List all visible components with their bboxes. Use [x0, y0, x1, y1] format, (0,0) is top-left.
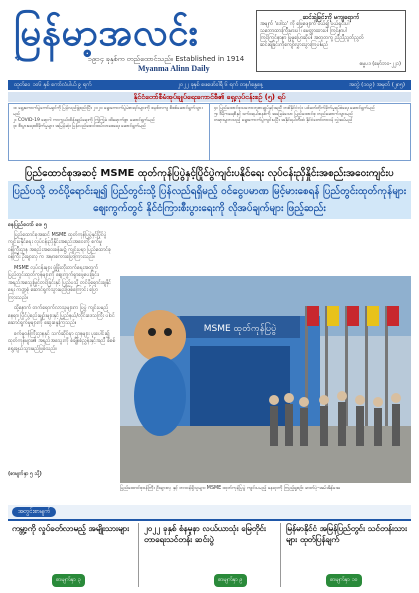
main-photo [120, 276, 411, 483]
main-headline: ပြည်ထောင်စုအဆင့် MSME ထုတ်ကုန်ပြပွဲနှင့်ပြိုင်ပွဲကျင်းပနိုင်ရေး လုပ်ငန်းညှိနှိုင်းအစည်းအဝေးကျင်းပ [25, 168, 394, 179]
article-body [8, 222, 116, 478]
policy-item: ၄။ ပြည်ထောင်စုသဘောတူစာချုပ်နှင့်အညီ တစ်နိုင်ငံလုံး ပစ်ခတ်တိုက်ခိုက်မှုရပ်စဲရေး ဆောင်ရွက်မည် [214, 106, 375, 111]
established-label: ၁၉၁၄ ခုနှစ်က တည်ထောင်သည်။ Established in 1914 [88, 55, 245, 63]
motto-line: သဘောထားကြီးမားပါ ၊ မေတ္တာထားပါ၊ ကြင်နာပါ [260, 28, 347, 34]
inside-pages-strip [8, 505, 411, 593]
teaser-page-badge: စာမျက်နှာ ၁၀ [326, 574, 362, 587]
issue-info-bar [8, 80, 411, 90]
strip-bar [8, 505, 411, 521]
masthead-title: မြန်မာ့အလင်း [14, 10, 199, 54]
teaser-item[interactable] [286, 523, 409, 587]
masthead [8, 8, 246, 78]
issue-date: ၂၀၂၂ ခုနှစ် ဖေဖော်ဝါရီ ၆ ရက် တနင်္ဂနွေနေ့ [177, 82, 263, 88]
teaser-page-badge: စာမျက်နှာ ၃ [52, 574, 85, 587]
column-divider [280, 523, 281, 587]
article-continued: (စာမျက်နှာ ၅ သို့) [8, 470, 42, 477]
issue-number: အတွဲ (၁၀၉) အမှတ် (၂၈၅) [349, 82, 405, 88]
photo-caption: ပြည်ထောင်စုဝန်ကြီး ဦးချားလှ နှင့် တာဝန်ရှိသူများ MSME ထုတ်ကုန်ပြပွဲ ကျင်းပမည့် နေရာကို ကြည့်ရှုစဉ်။ ဓာတ်ပုံ-အမ်အိန်အေ [120, 486, 340, 491]
policy-box [8, 103, 411, 161]
policy-item: တရားမျှတသည့် ရွေးကောက်ပွဲကျင်းပပြီး အနိုင်ရပါတီထံ နိုင်ငံတော်တာဝန် လွှဲအပ်မည် [214, 118, 353, 123]
photo-banner-text: MSME ထုတ်ကုန်ပြပွဲ [203, 324, 277, 334]
policy-item: ၅။ ဒီမိုကရေစီနှင့် ဖက်ဒရယ်စနစ်ကို အခြေခံသော ပြည်ထောင်စု တည်ဆောက်သွားမည် [214, 112, 353, 117]
teaser-page-badge: စာမျက်နှာ ၉ [214, 574, 247, 587]
motto-heading: ဆင်းရဲခြင်းကို မကျရောက် [302, 14, 360, 21]
masthead-english-name: Myanma Alinn Daily [138, 64, 210, 73]
column-divider [138, 523, 139, 587]
teaser-title: ကမ္ဘာ့ကို လှုပ်ခတ်လာမည့် အမျိုးသားများ [12, 524, 130, 533]
motto-source: ဓမ္မပဒ (မှော်ဘဝ-၂၂၁) [359, 61, 401, 67]
article-paragraph: MSME လုပ်ငန်းများ ဖွံ့ဖြိုးတိုးတက်ရေးအတွက် ပြည်တွင်းထုတ်ကုန်များကို ဈေးကွက်ရှာဖွေပေးခြင်း၊ အရည်အသွေးမြှင့်တင်ခြင်းနှင့် ပြည်ပသို့ တင်ပို့ရောင်းချနိုင်ရေး ကဏ္ဍစုံ ဆောင်ရွက်သွားမည်ဖြစ်ကြောင်း ပြောကြားသည်။ [8, 264, 112, 301]
motto-line: ကြင်ကြင်နာနာ ပြုမူပြောဆိုပါ၊ အတူတကွ ညီညီညွတ်ညွတ် [260, 35, 364, 41]
inside-pages-label: အတွင်းစာမျက် [12, 507, 56, 517]
motto-box [256, 10, 406, 72]
policy-item: ၃။ စီးပွားရေးထိခိုက်မှုများ အမြန်ဆုံး ပြန်လည်ဖောင်ထပ်လာစေရေး ဆောင်ရွက်မည် [13, 124, 147, 129]
teaser-title: မြန်မာနိုင်ငံ အမြန်ပြည်တွင်း သင်တန်းသားများ ထုတ်ပြန်ချက် [286, 524, 407, 544]
article-dateline: နေပြည်တော် ဖေ ၅ [8, 222, 47, 228]
policy-column [209, 104, 410, 160]
motto-line: အမျက် 'ဒေါသ' ကို ဖြေ့ဖျောက် ပယ်၍ ပယ်ရှင်းပါ [260, 21, 350, 27]
policy-box-title: နိုင်ငံတော်စီမံအုပ်ချုပ်ရေးကောင်စီ၏ ရှေ့လုပ်ငန်းစဉ် (၅) ရပ် [8, 92, 411, 102]
teaser-title: ၂၀၂၂ ခုနှစ် စံနမူနာ လယ်ယာသုံး မြေတိုင်းတာရေးသင်တန်း ဆင်းပွဲ [144, 524, 266, 544]
policy-item: ၁။ ရွေးကောက်ပွဲကော်မရှင်ကို ပြန်လည်ဖွဲ့စည်းပြီး ၂၀၂၀ ရွေးကောက်ပွဲမဲစာရင်းများကို စနစ်တကျ စိစစ်ဆောင်ရွက်သွားမည် [13, 106, 203, 117]
exhibition-photo [120, 276, 411, 483]
article-paragraph: ပြည်ထောင်စုအဆင့် MSME ထုတ်ကုန်ပြပွဲနှင့်ပြိုင်ပွဲ ကျင်းပနိုင်ရေး လုပ်ငန်းညှိနှိုင်းအစည်းအဝေးကို စက်မှုဝန်ကြီးဌာန အစည်းအဝေးခန်းမ၌ ကျင်းပရာ ပြည်ထောင်စုဝန်ကြီး ဦးချားလှ က အမှာစကားပြောကြားသည်။ [8, 231, 111, 260]
article-paragraph: စက်မှုဝန်ကြီးဌာနနှင့် သက်ဆိုင်ရာ ဌာနများ ပူးပေါင်း၍ ထုတ်ကုန်များ၏ အရည်အသွေးကို စံချိန်စံညွှန်းနှင့်အညီ စိစစ်ရွေးချယ်သွားမည်ဖြစ်သည်။ [8, 330, 116, 352]
article-paragraph: ထို့နောက် တက်ရောက်လာသူများက ပြပွဲ ကျင်းပမည့်နေရာ၊ ပြိုင်ပွဲစည်းမျဉ်းများနှင့် ပြည်နယ်/တိုင်းဒေသကြီး ပါဝင်ဆောင်ရွက်မှုများကို ဆွေးနွေးကြသည်။ [8, 305, 115, 326]
policy-column [9, 104, 209, 160]
teaser-item[interactable] [12, 523, 132, 587]
motto-line: ဆင်းရဲခြင်းကိုကျော်လွှားသွားကြပါမည် [260, 42, 329, 48]
sub-headline: ပြည်ပသို့ တင်ပို့ရောင်းချ၍ ပြည်တွင်းသို့ ပြန်လည်ရရှိမည့် ဝင်ငွေပမာဏ မြင့်မားစေရန် ပြည်တွင်းထုတ်ကုန်များ ဈေးကွက်တွင် နိုင်ငံကြားစီးပွားရေးကို လိုအပ်ချက်များ ဖြည့်ဆည်း [8, 181, 411, 219]
emblem-icon: ❖ [14, 54, 23, 64]
issue-volume-text: ထုတ်ဝေ ၁၀၆ နှစ် ကော်လံပါယ် ၉ ရက် [14, 82, 92, 88]
policy-item: ၂။ COVID-19 ရောဂါ ကာကွယ်ထိန်းချုပ်ရေးကို ကြံ့ကြံ့ခံ ထိရောက်စွာ ဆောင်ရွက်မည် [13, 118, 155, 123]
teaser-item[interactable] [144, 523, 274, 587]
